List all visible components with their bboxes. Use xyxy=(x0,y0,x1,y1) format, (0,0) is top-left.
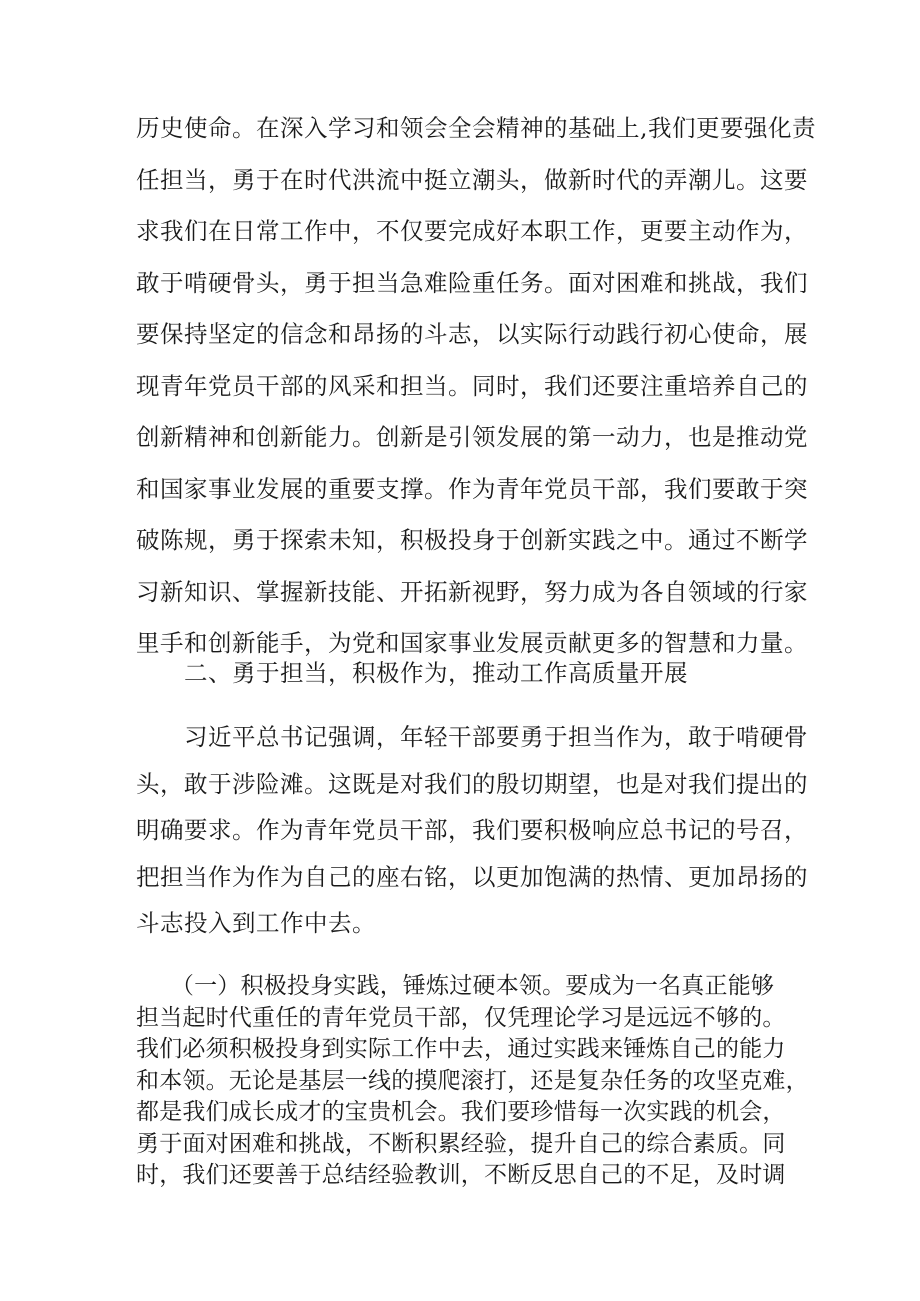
text-line: 把担当作为作为自己的座右铭，以更加饱满的热情、更加昂扬的 xyxy=(136,862,808,891)
text-line: 头，敢于涉险滩。这既是对我们的殷切期望，也是对我们提出的 xyxy=(136,769,808,798)
text-line: 习近平总书记强调，年轻干部要勇于担当作为，敢于啃硬骨 xyxy=(136,723,808,751)
text-line: 历史使命。在深入学习和领会全会精神的基础上,我们更要强化责 xyxy=(136,114,816,142)
text-line: 时，我们还要善于总结经验教训，不断反思自己的不足，及时调 xyxy=(136,1162,786,1188)
text-line: 明确要求。作为青年党员干部，我们要积极响应总书记的号召， xyxy=(136,816,808,844)
paragraph-practice xyxy=(136,971,809,1192)
text-line: （一）积极投身实践，锤炼过硬本领。要成为一名真正能够 xyxy=(136,973,775,999)
text-line: 和本领。无论是基层一线的摸爬滚打，还是复杂任务的攻坚克难， xyxy=(136,1067,809,1094)
paragraph-mission-innovation xyxy=(136,103,816,670)
section-heading-text: 二、勇于担当，积极作为，推动工作高质量开展 xyxy=(136,659,688,687)
section-heading-two xyxy=(136,655,796,691)
text-line: 敢于啃硬骨头，勇于担当急难险重任务。面对困难和挑战，我们 xyxy=(136,268,808,297)
text-line: 勇于面对困难和挑战，不断积累经验，提升自己的综合素质。同 xyxy=(136,1130,786,1157)
text-line: 破陈规，勇于探索未知，积极投身于创新实践之中。通过不断学 xyxy=(136,526,808,554)
text-line: 里手和创新能手，为党和国家事业发展贡献更多的智慧和力量。 xyxy=(136,629,808,657)
text-line: 和国家事业发展的重要支撑。作为青年党员干部，我们要敢于突 xyxy=(136,474,808,503)
text-line: 任担当，勇于在时代洪流中挺立潮头，做新时代的弄潮儿。这要 xyxy=(136,165,808,194)
text-line: 斗志投入到工作中去。 xyxy=(136,909,376,937)
paragraph-responsibility xyxy=(136,714,808,947)
text-line: 都是我们成长成才的宝贵机会。我们要珍惜每一次实践的机会， xyxy=(136,1099,786,1125)
text-line: 创新精神和创新能力。创新是引领发展的第一动力，也是推动党 xyxy=(136,423,808,451)
text-line: 要保持坚定的信念和昂扬的斗志，以实际行动践行初心使命，展 xyxy=(136,320,808,348)
text-line: 求我们在日常工作中，不仅要完成好本职工作，更要主动作为， xyxy=(136,217,808,245)
text-line: 担当起时代重任的青年党员干部，仅凭理论学习是远远不够的。 xyxy=(136,1004,786,1031)
text-line: 习新知识、掌握新技能、开拓新视野，努力成为各自领域的行家 xyxy=(136,577,808,606)
text-line: 现青年党员干部的风采和担当。同时，我们还要注重培养自己的 xyxy=(136,371,808,400)
text-line: 我们必须积极投身到实际工作中去，通过实践来锤炼自己的能力 xyxy=(136,1036,786,1062)
